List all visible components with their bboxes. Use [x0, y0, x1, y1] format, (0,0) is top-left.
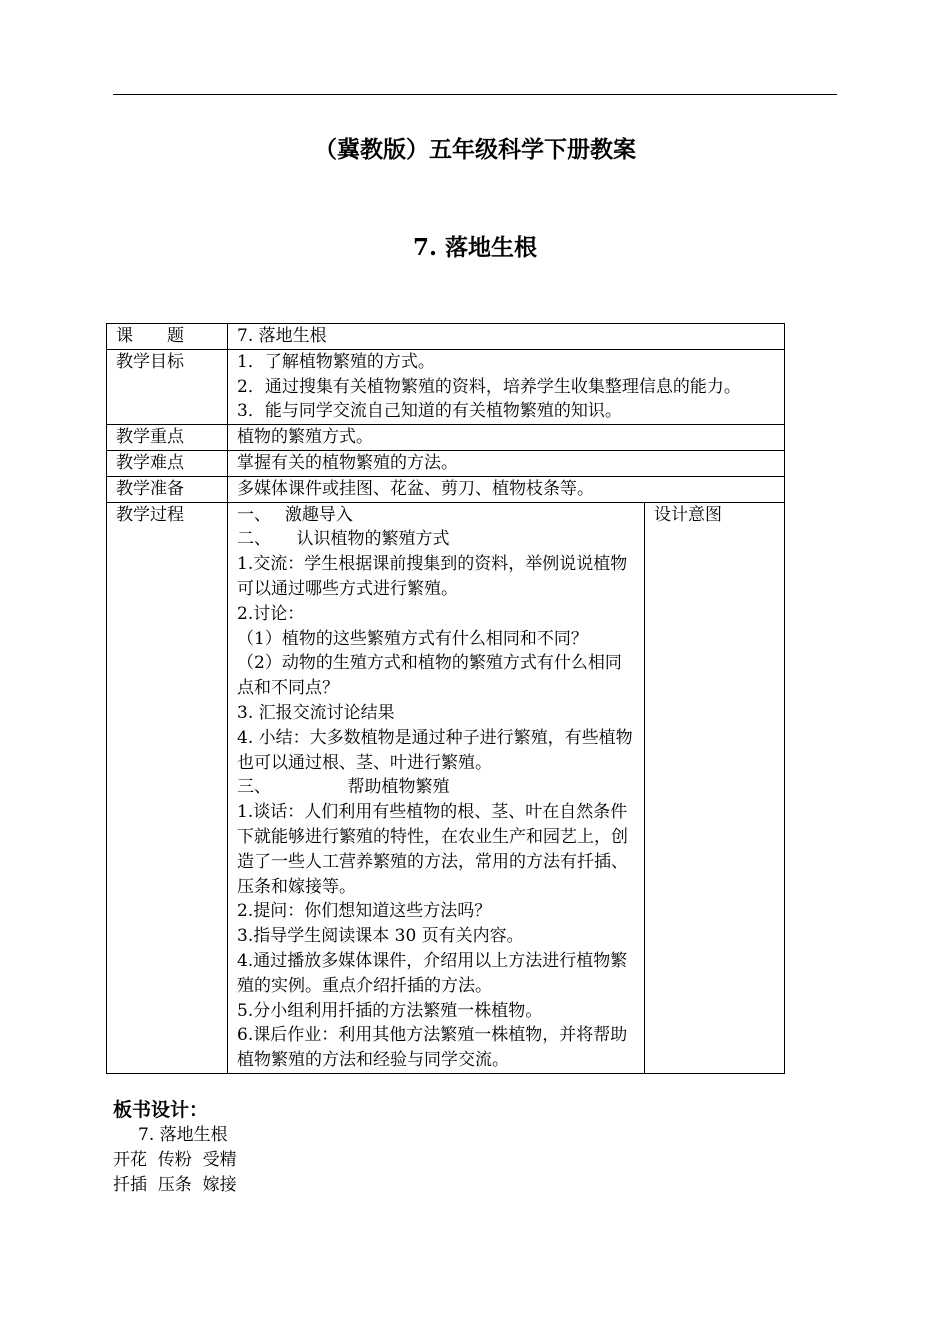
board-design	[113, 1098, 237, 1198]
process-step: 2.提问：你们想知道这些方法吗？	[237, 901, 492, 922]
process-step: 2.讨论：	[237, 603, 305, 624]
process-step: （1）植物的这些繁殖方式有什么相同和不同？	[237, 628, 588, 649]
topic-label: 课 题	[107, 324, 228, 350]
key-point-label: 教学重点	[107, 425, 228, 451]
table-row-difficulty	[107, 450, 785, 476]
design-intent-cell: 设计意图	[645, 502, 785, 1073]
table-row-preparation	[107, 476, 785, 502]
goals-label: 教学目标	[107, 349, 228, 424]
process-step: 二、 认识植物的繁殖方式	[237, 529, 450, 550]
goal-item: 2．通过搜集有关植物繁殖的资料，培养学生收集整理信息的能力。	[237, 376, 741, 397]
process-step: 6.课后作业：利用其他方法繁殖一株植物，并将帮助植物繁殖的方法和经验与同学交流。	[237, 1025, 628, 1071]
difficulty-value: 掌握有关的植物繁殖的方法。	[228, 450, 785, 476]
process-step: （2）动物的生殖方式和植物的繁殖方式有什么相同点和不同点？	[237, 653, 622, 699]
table-row-topic	[107, 324, 785, 350]
board-line: 开花 传粉 受精	[113, 1150, 237, 1170]
preparation-value: 多媒体课件或挂图、花盆、剪刀、植物枝条等。	[228, 476, 785, 502]
header-rule	[113, 94, 837, 95]
board-design-heading: 板书设计：	[113, 1099, 209, 1121]
document-title: （冀教版）五年级科学下册教案	[314, 136, 636, 163]
lesson-heading: 7. 落地生根	[412, 234, 538, 261]
board-line: 7. 落地生根	[138, 1125, 228, 1145]
topic-value: 7. 落地生根	[228, 324, 785, 350]
lesson-plan-table	[106, 323, 785, 1074]
process-step: 1.交流：学生根据课前搜集到的资料，举例说说植物可以通过哪些方式进行繁殖。	[237, 554, 628, 599]
process-step: 4.通过播放多媒体课件，介绍用以上方法进行植物繁殖的实例。重点介绍扦插的方法。	[237, 950, 628, 996]
board-line: 扦插 压条 嫁接	[113, 1175, 237, 1195]
process-step: 5.分小组利用扦插的方法繁殖一株植物。	[237, 1000, 543, 1021]
goal-item: 1．了解植物繁殖的方式。	[237, 351, 435, 372]
table-row-process	[107, 502, 785, 1073]
process-step: 1.谈话：人们利用有些植物的根、茎、叶在自然条件下就能够进行繁殖的特性，在农业生产和园艺上，创造了一些人工营养繁殖的方法，常用的方法有扦插、压条和嫁接等。	[237, 802, 628, 897]
table-row-key-point	[107, 425, 785, 451]
process-cell	[228, 502, 645, 1073]
process-step: 4. 小结：大多数植物是通过种子进行繁殖，有些植物也可以通过根、茎、叶进行繁殖。	[237, 727, 633, 773]
key-point-value: 植物的繁殖方式。	[228, 425, 785, 451]
process-step: 一、 激趣导入	[237, 504, 353, 525]
goal-item: 3．能与同学交流自己知道的有关植物繁殖的知识。	[237, 401, 622, 422]
process-step: 3. 汇报交流讨论结果	[237, 702, 395, 723]
process-step: 3.指导学生阅读课本 30 页有关内容。	[237, 926, 524, 947]
goals-cell	[228, 349, 785, 424]
table-row-goals	[107, 349, 785, 424]
preparation-label: 教学准备	[107, 476, 228, 502]
process-step: 三、 帮助植物繁殖	[237, 777, 450, 798]
difficulty-label: 教学难点	[107, 450, 228, 476]
process-label: 教学过程	[107, 502, 228, 1073]
